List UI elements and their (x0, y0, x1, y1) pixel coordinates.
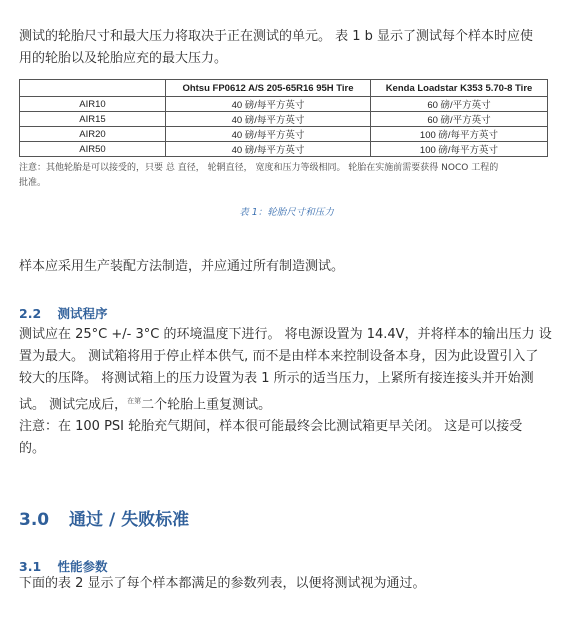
table-cell: 40 磅/每平方英寸 (166, 112, 371, 127)
table-header-row (20, 80, 548, 97)
table-note-line: 批准。 (19, 178, 47, 188)
table-cell: AIR50 (20, 142, 166, 157)
table-cell: AIR20 (20, 127, 166, 142)
line-text: 试。 测试完成后， (19, 397, 128, 413)
table-cell: 60 磅/平方英寸 (371, 112, 548, 127)
section-title: 性能参数 (57, 559, 108, 574)
superscript-text: 在第 (127, 397, 142, 405)
build-paragraph: 样本应采用生产装配方法制造，并应通过所有制造测试。 (19, 259, 345, 274)
section-title: 测试程序 (57, 306, 108, 321)
table-caption: 表 1：轮胎尺寸和压力 (239, 207, 334, 218)
table-cell: 60 磅/平方英寸 (371, 97, 548, 112)
table-row (20, 127, 548, 142)
paragraph-line: 测试应在 25°C +/- 3°C 的环境温度下进行。 将电源设置为 14.4V，并将样本的输出压力 设 (19, 327, 552, 342)
table-cell: 40 磅/每平方英寸 (166, 97, 371, 112)
intro-line: 测试的轮胎尺寸和最大压力将取决于正在测试的单元。 表 1 b 显示了测试每个样本时应使 (19, 29, 534, 44)
table-header-cell: Kenda Loadstar K353 5.70-8 Tire (371, 80, 548, 97)
paragraph-line (19, 390, 564, 416)
section-heading-3-0 (19, 505, 189, 530)
section-heading-2-2 (19, 304, 108, 322)
intro-paragraph (19, 26, 533, 70)
table-row (20, 97, 548, 112)
section-title: 通过 / 失败标准 (69, 510, 190, 530)
table-cell: 100 磅/每平方英寸 (371, 127, 548, 142)
table-cell: 40 磅/每平方英寸 (166, 142, 371, 157)
table-cell: 40 磅/每平方英寸 (166, 127, 371, 142)
table-row (20, 112, 548, 127)
paragraph-line: 较大的压降。 将测试箱上的压力设置为表 1 所示的适当压力，上紧所有接连接头并开始测 (19, 371, 534, 386)
table-cell: AIR10 (20, 97, 166, 112)
table-cell: AIR15 (20, 112, 166, 127)
inflation-note (19, 416, 522, 460)
section-number: 2.2 (19, 306, 42, 321)
paragraph-line: 置为最大。 测试箱将用于停止样本供气, 而不是由样本来控制设备本身，因为此设置引入了 (19, 349, 539, 364)
line-text: 二个轮胎上重复测试。 (141, 397, 272, 413)
intro-line: 用的轮胎以及轮胎应充的最大压力。 (19, 51, 228, 66)
tire-pressure-table (19, 79, 548, 157)
table-note-line: 注意：其他轮胎是可以接受的，只要 总 直径， 轮辋直径， 宽度和压力等级相同。 轮胎在实施前需要获得 NOCO 工程的 (19, 163, 499, 173)
performance-paragraph: 下面的表 2 显示了每个样本都满足的参数列表，以便将测试视为通过。 (19, 576, 426, 591)
section-number: 3.1 (19, 559, 42, 574)
table-cell: 100 磅/每平方英寸 (371, 142, 548, 157)
table-header-cell: Ohtsu FP0612 A/S 205-65R16 95H Tire (166, 80, 371, 97)
table-row (20, 142, 548, 157)
table-note (19, 161, 498, 191)
section-number: 3.0 (19, 510, 50, 530)
paragraph-line: 注意：在 100 PSI 轮胎充气期间，样本很可能最终会比测试箱更早关闭。 这是可以接受 (19, 419, 523, 434)
table-header-cell (20, 80, 166, 97)
test-procedure-paragraph (19, 324, 564, 416)
paragraph-line: 的。 (19, 441, 46, 456)
